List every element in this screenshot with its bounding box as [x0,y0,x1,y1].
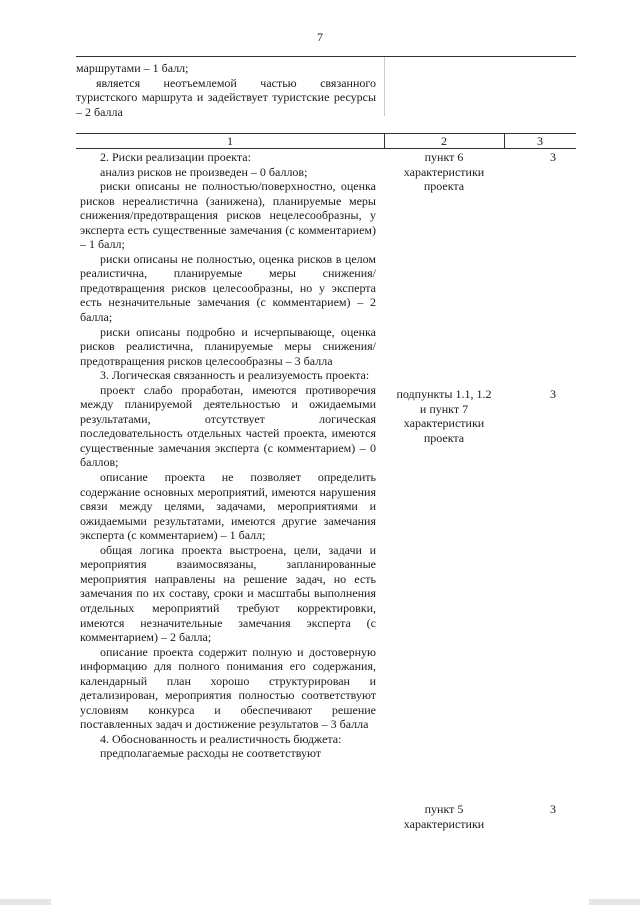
criterion-3-level-3: описание проекта содержит полную и достоверную информацию для полного понимания его содержания, календарный план хорошо структурирован и детализирован, мероприятия полностью соответствуют условиям конкурса и обеспечивают решение поставленных задач и достижение результатов – 3 балла [80,644,376,732]
criterion-2-level-3: риски описаны подробно и исчерпывающе, оценка рисков реалистична, планируемые меры снижения/предотвращения рисков целесообразны – 3 балла [80,324,376,368]
criteria-column [80,150,376,761]
criterion-3-level-2: общая логика проекта выстроена, цели, задачи и мероприятия взаимосвязаны, запланированные мероприятия направлены на решение задач, но есть замечания по их составу, сроки и масштабы выполнения отдельных мероприятий требуют корректировки, имеются незначительные замечания эксперта (с комментарием) – 2 балла; [80,542,376,645]
reference-cell-criterion-2: пункт 6 характеристики проекта [403,150,485,194]
header-bottom-border [76,148,576,149]
previous-row-continuation [76,61,376,119]
reference-cell-criterion-4: пункт 5 характеристики [403,802,485,831]
criterion-3-title: 3. Логическая связанность и реализуемость проекта: [100,368,370,383]
continuation-line: маршрутами – 1 балл; [76,61,189,75]
column-header-1: 1 [227,134,233,148]
criterion-4-title: 4. Обоснованность и реалистичность бюджета: [100,731,342,746]
criterion-3-level-1: описание проекта не позволяет определить содержание основных мероприятий, имеются нарушения связи между целями, задачами, мероприятиями и ожидаемыми результатами, имеются другие замечания эксперта (с комментарием) – 1 балл; [80,470,376,543]
top-cell-bottom-rule [76,56,576,57]
page-number: 7 [317,30,323,44]
criterion-2-level-1: риски описаны не полностью/поверхностно, оценка рисков нереалистична (занижена), планируемые меры снижения/предотвращения рисков нецелесообразны, у эксперта есть существенные замечания (с комментарием) – 1 балл; [80,179,376,252]
max-score-criterion-2: 3 [550,150,556,164]
top-cell-right-border [384,56,385,116]
max-score-criterion-3: 3 [550,387,556,401]
criterion-2-title: 2. Риски реализации проекта: [100,150,251,164]
criterion-3-level-0: проект слабо проработан, имеются противоречия между планируемой деятельностью и ожидаемыми результатами, отсутствует логическая последовательность отдельных частей проекта, имеются существенные замечания эксперта (с комментарием) – 0 баллов; [80,382,376,470]
criterion-2-level-0: анализ рисков не произведен – 0 баллов; [100,164,308,179]
scan-edge-artifact [0,899,640,905]
criterion-2-level-2: риски описаны не полностью, оценка рисков в целом реалистична, планируемые меры снижения/предотвращения рисков целесообразны, но у эксперта есть незначительные замечания (с комментарием) – 2 балла; [80,251,376,325]
continuation-paragraph: является неотъемлемой частью связанного туристского маршрута и задействует туристские ресурсы – 2 балла [76,75,376,119]
column-header-3: 3 [537,134,543,148]
reference-cell-criterion-3: подпункты 1.1, 1.2 и пункт 7 характеристики проекта [396,387,492,445]
criterion-4-level-0: предполагаемые расходы не соответствуют [100,746,322,761]
column-header-2: 2 [441,134,447,148]
max-score-criterion-4: 3 [550,802,556,816]
